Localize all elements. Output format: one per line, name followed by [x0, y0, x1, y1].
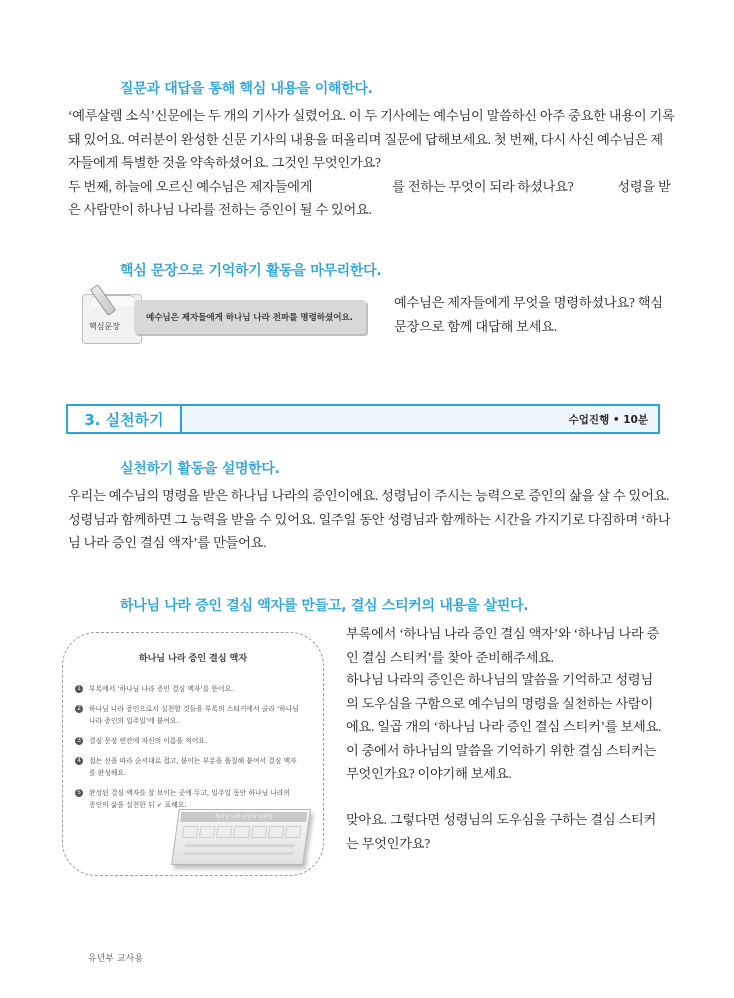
section-heading-make-frame: 하나님 나라 증인 결심 액자를 만들고, 결심 스티커의 내용을 살핀다. — [120, 598, 529, 614]
plaque-cell — [268, 826, 285, 838]
paragraph-line: 문장으로 함께 대답해 보세요. — [394, 318, 557, 334]
step-text: 부록에서 ‘하나님 나라 증인 결심 액자’를 뜯어요. — [89, 685, 234, 693]
plaque-line — [185, 844, 295, 847]
step-number: 2 — [75, 705, 83, 713]
step-text: 나라 증인의 일주일’에 붙여요. — [89, 717, 179, 725]
section-heading-explain: 실천하기 활동을 설명한다. — [120, 461, 280, 477]
section4-paragraph-1 — [346, 622, 659, 669]
plaque-title: 하나님 나라 증인의 일주일 — [180, 812, 307, 822]
paragraph-line: 는 무엇인가요? — [346, 835, 430, 851]
plaque-cell — [182, 826, 199, 838]
craft-step — [75, 787, 305, 811]
section-heading-understand: 질문과 대답을 통해 핵심 내용을 이해한다. — [120, 81, 373, 97]
step-number: 5 — [75, 789, 83, 797]
key-sentence-bar — [134, 300, 366, 334]
paragraph-line: 우리는 예수님의 명령을 받은 하나님 나라의 증인이에요. 성령님이 주시는 능력으로 증인의 삶을 살 수 있어요. — [68, 488, 670, 503]
section4-paragraph-3 — [346, 808, 656, 855]
key-sentence-label: 핵심문장 — [89, 322, 120, 331]
page-footer: 유년부 교사용 — [88, 954, 144, 964]
step-text: 를 완성해요. — [89, 769, 127, 777]
text-fragment: 두 번째, 하늘에 오르신 예수님은 제자들에게 — [68, 178, 313, 194]
key-sentence-card — [82, 294, 142, 344]
step-text: 완성된 결심 액자를 잘 보이는 곳에 두고, 일주일 동안 하나님 나라의 — [89, 789, 291, 797]
step-text: 접는 선을 따라 순서대로 접고, 붙이는 부분을 풀칠해 붙여서 결심 액자 — [89, 757, 297, 765]
craft-step — [75, 683, 305, 695]
key-sentence-box — [82, 286, 366, 342]
paragraph-line: 맞아요. 그렇다면 성령님의 도우심을 구하는 결심 스티커 — [346, 812, 657, 827]
craft-illustration — [62, 632, 324, 876]
paragraph-line: ‘예루살렘 소식’신문에는 두 개의 기사가 실렸어요. 이 두 기사에는 예수님이 말씀하신 아주 중요한 내용이 기록 — [68, 108, 675, 123]
section2-paragraph — [394, 291, 663, 338]
section-bar-practice — [66, 404, 660, 434]
paragraph-line: 이 중에서 하나님의 말씀을 기억하기 위한 결심 스티커는 — [346, 742, 657, 758]
craft-step — [75, 703, 305, 727]
step-number: 4 — [75, 757, 83, 765]
step-text: 하나님 나라 증인으로서 실천할 것들을 부록의 스티커에서 골라 ‘하나님 — [89, 705, 299, 713]
paragraph-line: 하나님 나라의 증인은 하나님의 말씀을 기억하고 성령님 — [346, 672, 653, 687]
plaque-cell — [199, 826, 216, 838]
section-heading-key-sentence: 핵심 문장으로 기억하기 활동을 마무리한다. — [120, 263, 382, 279]
section3-paragraph — [68, 484, 670, 555]
craft-title: 하나님 나라 증인 결심 액자 — [138, 654, 248, 664]
key-sentence-text: 예수님은 제자들에게 하나님 나라 전파를 명령하셨어요. — [146, 313, 353, 323]
paragraph-line: 인 결심 스티커’를 찾아 준비해주세요. — [346, 649, 554, 665]
paragraph-line: 부록에서 ‘하나님 나라 증인 결심 액자’와 ‘하나님 나라 증 — [346, 626, 660, 641]
paragraph-line: 자들에게 특별한 것을 약속하셨어요. 그것인 무엇인가요? — [68, 155, 381, 170]
section4-paragraph-2 — [346, 668, 661, 786]
step-text: 증인의 삶을 실천한 뒤 ✓ 표해요. — [89, 801, 187, 809]
paragraph-line — [68, 175, 675, 199]
paragraph-line: 돼 있어요. 여러분이 완성한 신문 기사의 내용을 떠올리며 질문에 답해보세요. 첫 번째, 다시 사신 예수님은 제 — [68, 131, 663, 147]
section-bar-meta: 수업진행 • 10분 — [568, 414, 648, 426]
plaque-line — [183, 852, 293, 855]
section1-paragraph — [68, 104, 675, 222]
step-text: 결심 문장 빈칸에 자신의 이름을 적어요. — [89, 737, 208, 745]
section-bar-title: 3. 실천하기 — [84, 410, 164, 429]
paragraph-line: 무엇인가요? 이야기해 보세요. — [346, 766, 512, 781]
text-fragment: 를 전하는 무엇이 되라 하셨나요? — [392, 178, 574, 194]
step-number: 1 — [75, 685, 83, 693]
text-fragment: 성령을 받 — [617, 178, 671, 194]
paragraph-line: 예수님은 제자들에게 무엇을 명령하셨나요? 핵심 — [394, 295, 663, 310]
paragraph-line: 님 나라 증인 결심 액자’를 만들어요. — [68, 535, 267, 550]
paragraph-line: 은 사람만이 하나님 나라를 전하는 증인이 될 수 있어요. — [68, 202, 372, 217]
plaque-cell — [233, 826, 250, 838]
craft-step — [75, 755, 305, 779]
craft-step — [75, 735, 305, 747]
plaque-cell — [285, 826, 302, 838]
plaque-cells — [182, 826, 302, 838]
frame-plaque-image — [171, 809, 311, 865]
paragraph-line: 에요. 일곱 개의 ‘하나님 나라 증인 결심 스티커’를 보세요. — [346, 719, 662, 734]
step-number: 3 — [75, 737, 83, 745]
plaque-cell — [216, 826, 233, 838]
section-bar-title-cell — [68, 406, 182, 432]
paragraph-line: 성령님과 함께하면 그 능력을 받을 수 있어요. 일주일 동안 성령님과 함께하는 시간을 가지기로 다짐하며 ‘하나 — [68, 511, 671, 527]
plaque-cell — [250, 826, 267, 838]
paragraph-line: 의 도우심을 구함으로 예수님의 명령을 실천하는 사람이 — [346, 695, 653, 711]
